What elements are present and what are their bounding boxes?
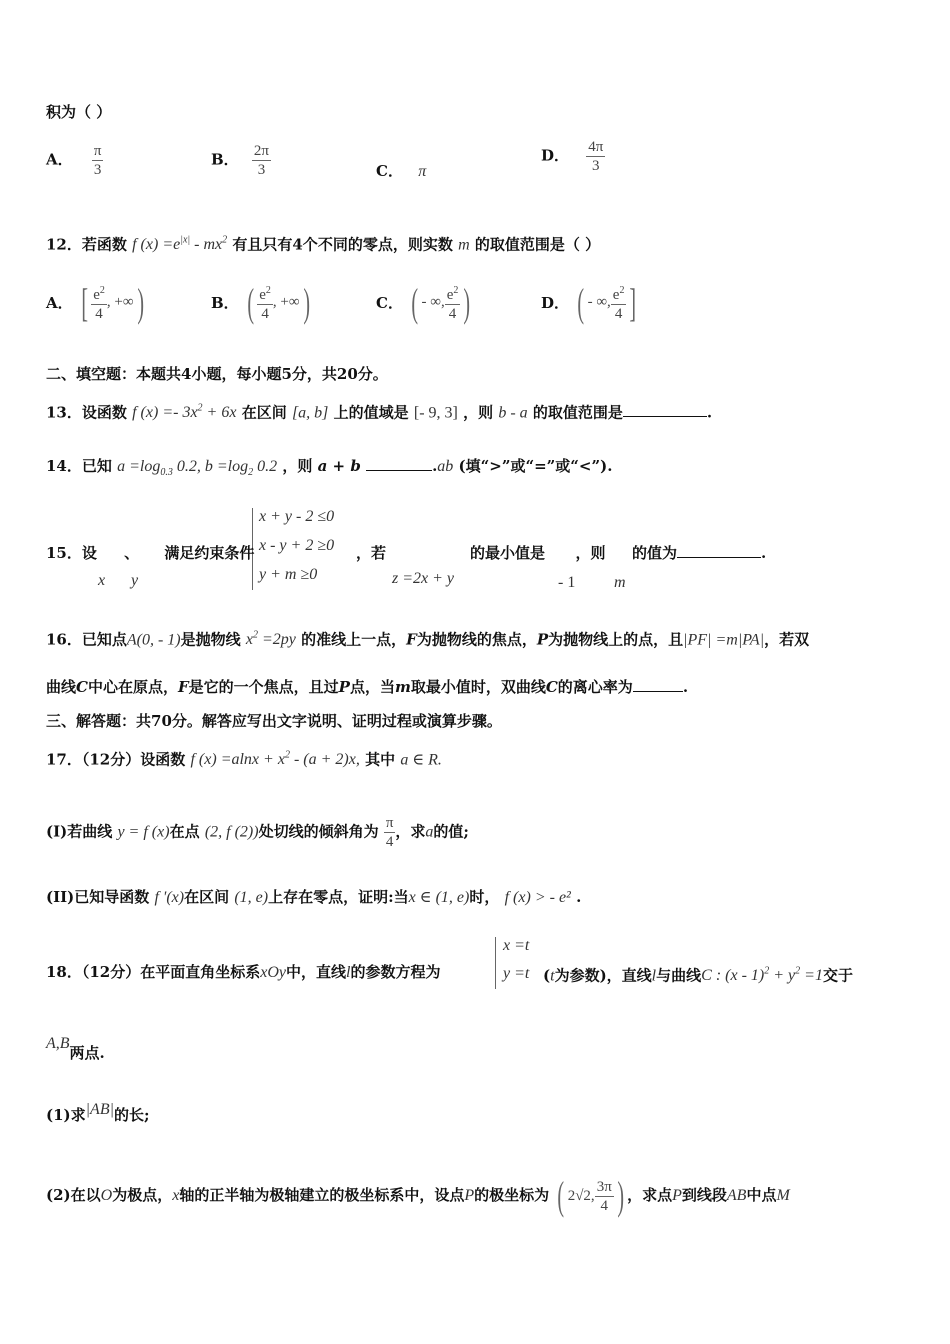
q16-relation: |PF| =m|PA| [683,631,765,649]
q16-text: 的准线上一点， [301,630,407,649]
bracket-right: ) [463,279,471,325]
q11-option-b [211,142,271,179]
q15-stem [46,542,254,564]
param-eq-y: y =t [503,965,530,982]
q12-stem [46,230,600,256]
q18-text: 为参数)，直线 [554,966,652,985]
q16-text: 取最小值时，双曲线 [410,678,546,696]
q13-stem [46,398,712,424]
q17-condition: a ∈ R. [400,751,442,769]
answer-blank[interactable] [633,691,683,692]
q17-end: . [576,888,582,906]
bracket-right: ) [136,279,144,325]
answer-blank[interactable] [366,470,432,471]
q12-option-b [211,279,313,325]
option-label: C． [376,162,403,180]
bracket-right: ) [302,279,310,325]
q18-stem-2 [543,961,853,987]
q17-prefix: 17．（12分）设函数 [46,750,186,769]
interval-expr [78,279,147,325]
q12-option-d [541,279,640,325]
q16-m: m [394,678,411,696]
q16-text: 点，当 [349,678,395,696]
bracket-left: ( [247,279,254,325]
fraction [91,282,107,323]
q13-end: . [706,403,713,422]
polar-radius: 2√2, [567,1188,595,1204]
denominator: 4 [614,306,623,322]
q16-text: 为抛物线上的点，且 [548,630,684,649]
q16-stem-line2 [46,676,688,698]
q18-text: 的长; [113,1106,150,1124]
denominator: 4 [261,306,269,322]
q16-text: 是它的一个焦点，且过 [188,678,339,696]
q18-text: 到线段 [681,1186,727,1204]
q18-xoy: xOy [260,964,287,981]
answer-blank[interactable] [677,557,761,558]
q17-curve: y = f (x) [117,823,170,841]
q18-text: 为极点， [112,1186,173,1204]
interval-expr [574,279,640,325]
q17-part1 [46,814,469,851]
q18-text: 交于 [822,966,853,985]
q16-F: F [406,630,417,649]
polar-coordinate [554,1173,627,1218]
bracket-left: ( [577,279,585,325]
denominator: 4 [95,306,103,322]
fraction [595,1178,614,1215]
option-label: B． [211,294,239,312]
q12-option-c [376,279,474,325]
fraction [611,282,627,323]
q16-C: C [76,678,88,696]
q18-part2 [46,1173,790,1218]
q17-text: (II)已知导函数 [46,888,150,906]
q16-text: 中心在原点， [87,678,178,696]
q16-F: F [177,678,189,696]
interval-expr [244,279,313,325]
q13-range: [- 9, 3] [413,404,458,422]
q17-interval: (1, e) [234,889,269,906]
numerator: $e^2$ [257,282,273,305]
denominator: 4 [385,834,394,850]
q15-text: ，则 [575,544,606,562]
q17-formula: f $(x) =alnx + x^2 - (a + 2)x$, [190,750,360,769]
numerator: π [385,815,394,831]
q12-formula: f $(x) =e^{|x|} - mx^2$ [132,235,228,254]
q16-stem [46,625,809,651]
q16-text: 的离心率为 [557,678,633,696]
q18-text: 与曲线 [656,966,702,985]
fraction [252,142,271,179]
q11-option-a [46,142,103,179]
q16-C: C [545,678,558,696]
q13-text: 的取值范围是 [532,403,623,422]
q12-prefix: 12．若函数 [46,235,127,254]
q18-P: P [464,1187,475,1204]
q13-text: 在区间 [241,403,287,422]
constraint-1: x + y - 2 ≤0 [259,508,335,525]
option-label: B． [211,150,239,169]
q13-text: 上的值域是 [333,403,409,422]
bracket-left: ( [557,1173,565,1218]
q16-parabola: $x^2 =2py$ [245,630,296,649]
q15-text: ，若 [356,544,387,562]
option-label: C． [376,294,403,312]
q17-text: 在点 [169,822,200,841]
q13-expr: b - a [498,404,528,422]
q17-text: 处切线的倾斜角为 [258,822,379,841]
q15-min-value: - 1 [558,574,576,591]
q18-text: (1)求 [46,1106,86,1124]
q13-prefix: 13．设函数 [46,403,127,422]
param-brace [495,937,496,989]
fraction [92,142,104,179]
denominator: 4 [448,306,457,322]
interval-head: - ∞, [587,294,611,310]
q15-text: 的最小值是 [470,544,546,562]
numerator: $e^2$ [611,282,627,305]
q18-prefix: 18．（12分）在平面直角坐标系 [46,963,261,981]
option-label: D． [541,146,570,165]
q16-prefix: 16．已知点 [46,630,127,649]
q13-interval: [a, b] [291,404,329,422]
q14-prefix: 14．已知 [46,457,112,475]
q13-text: ，则 [463,403,494,422]
q17-stem [46,745,442,771]
q11-option-d [541,138,605,175]
q15-var-m: m [614,574,626,591]
numerator: 3π [596,1178,612,1195]
q12-text: 有且只有4个不同的零点，则实数 [232,235,453,254]
q18-O: O [100,1187,113,1204]
q18-t: t [550,967,555,985]
option-label: D． [541,294,570,312]
q15-stem-3 [470,542,766,564]
q17-text: 时， [469,888,500,906]
q16-text: 曲线 [46,678,77,696]
q14-sum: a + b [317,457,361,475]
q16-end: . [682,678,689,696]
q18-text: ( [543,966,551,985]
q16-text: 是抛物线 [180,630,241,649]
option-label: A． [46,150,73,169]
numerator: $e^2$ [91,282,107,305]
section-2-heading: 二、填空题：本题共4小题，每小题5分，共20分。 [46,365,388,383]
q18-text: (2)在以 [46,1186,101,1204]
option-value: π [418,163,427,180]
fraction [257,282,273,323]
q15-text: 的值为 [631,544,677,562]
q18-text: 轴的正半轴为极轴建立的极坐标系中，设点 [179,1186,465,1204]
q15-var-x: x [98,572,106,589]
interval-tail: , +∞ [106,294,134,310]
q18-text: 两点. [69,1044,105,1062]
q17-text: 上存在零点，证明:当 [268,888,409,906]
q14-end: . [432,457,438,475]
fraction [586,138,605,175]
interval-head: - ∞, [421,294,445,310]
option-label: A． [46,294,73,312]
q12-var: m [458,236,470,254]
q18-l: l [346,964,351,981]
q17-point: (2, f (2)) [204,823,259,841]
q14-hint: (填“>”或“=”或“<”). [458,457,613,475]
interval-expr [408,279,474,325]
q18-P: P [672,1187,682,1204]
answer-blank[interactable] [623,416,707,417]
q18-curve: C : $(x - 1)^2 + y^2 =1$ [701,966,823,985]
q18-text: 的极坐标为 [474,1186,550,1204]
q17-x-range: x ∈ (1, e) [408,889,470,906]
q15-text: 满足约束条件 [164,544,255,562]
numerator: 2π [253,143,269,159]
fraction [445,282,461,323]
q17-var-a: a [425,823,434,841]
denominator: 4 [600,1197,608,1214]
bracket-right: ] [629,279,637,325]
q18-ab-line [46,1035,105,1065]
q15-sep: 、 [124,544,140,562]
q18-stem [46,961,441,984]
q16-text: ，若双 [764,630,810,649]
numerator: π [93,143,102,159]
q12-option-a [46,279,147,325]
bracket-left: ( [411,279,419,325]
denominator: 3 [592,158,600,174]
fraction [384,814,396,851]
q17-inequality: f (x) > - e² [504,889,571,906]
q15-prefix: 15．设 [46,544,97,562]
q15-stem-2 [356,542,386,564]
q18-text: ，求点 [627,1186,673,1204]
q18-M: M [776,1187,790,1204]
q15-var-y: y [131,572,139,589]
denominator: 3 [257,162,266,178]
section-3-heading: 三、解答题：共70分。解答应写出文字说明、证明过程或演算步骤。 [46,712,502,730]
constraint-3: y + m ≥0 [259,566,318,583]
q11-stem [46,101,111,123]
q17-text: 的值; [433,822,469,841]
q17-text: 在区间 [184,888,230,906]
q14-stem [46,455,612,484]
q18-text: 中点 [746,1186,777,1204]
q18-text: 中，直线 [286,963,347,981]
q16-text: 为抛物线的焦点， [416,630,537,649]
q18-segment: AB [726,1187,747,1204]
constraint-2: x - y + 2 ≥0 [259,537,335,554]
q18-text: 的参数方程为 [350,963,441,981]
q13-formula: f $(x) =- 3x^2 + 6x$ [132,403,237,422]
q17-text: ，求 [395,822,426,841]
bracket-right: ) [617,1173,624,1218]
q17-part2 [46,886,581,909]
q14-product: ab [437,458,454,475]
q16-point: A(0, - 1) [126,631,181,649]
numerator: $e^2$ [445,282,461,305]
q18-x: x [172,1187,180,1204]
param-eq-x: x =t [503,937,530,954]
numerator: 4π [588,139,604,155]
interval-tail: , +∞ [272,294,300,310]
q17-derivative: f '(x) [154,889,185,906]
bracket-left: [ [81,279,88,325]
q18-AB: A,B [46,1035,70,1052]
q15-end: . [760,544,767,562]
q14-formula: $a =\log_{0.3}$ 0.2, $b =\log_2$ 0.2 [117,458,278,479]
q18-part1 [46,1101,150,1127]
q17-text: 其中 [365,750,396,769]
q14-text: ，则 [282,457,313,475]
q15-objective: z =2x + y [392,570,455,587]
denominator: 3 [93,162,102,178]
q12-text-end: 的取值范围是（ ） [474,235,601,254]
q16-P: P [338,678,350,696]
q11-stem-text: 积为（ ） [46,103,112,121]
q17-text: (I)若曲线 [46,822,113,841]
q18-abs: |AB| [85,1101,114,1118]
q16-P: P [536,630,549,649]
q18-l: l [651,967,657,985]
q11-option-c [376,160,426,181]
